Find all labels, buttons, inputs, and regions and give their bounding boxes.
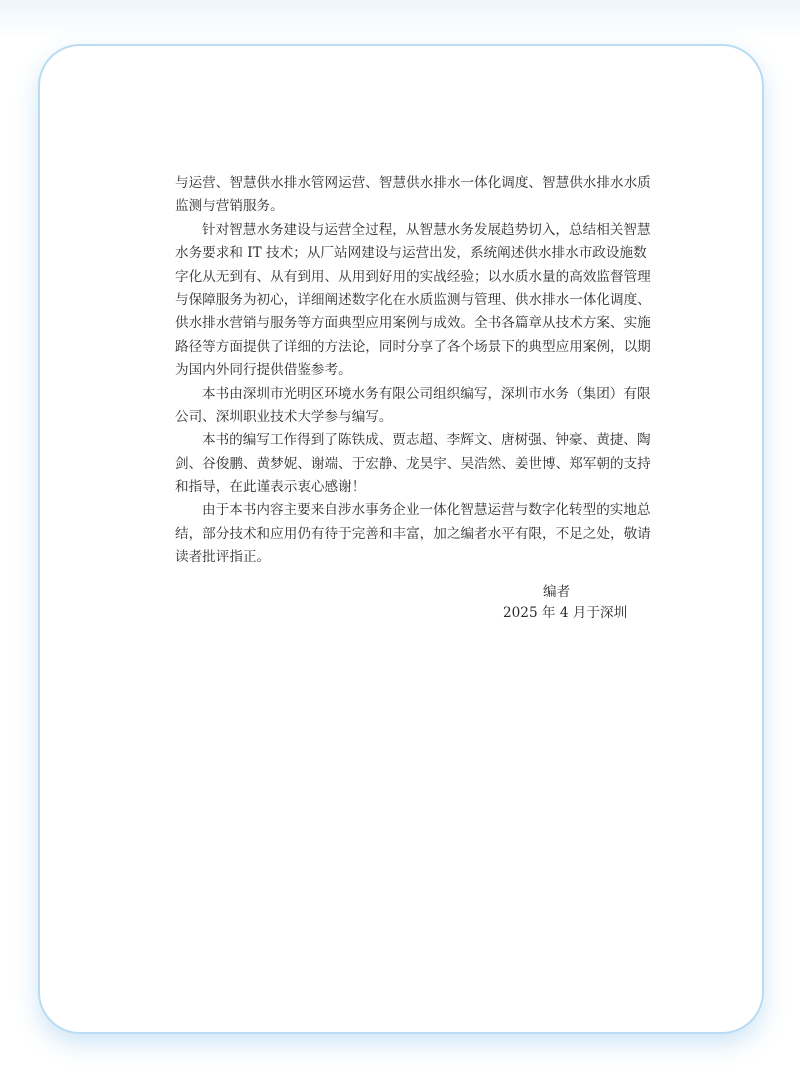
- paragraph-line: 剑、谷俊鹏、黄梦妮、谢端、于宏静、龙昊宇、吴浩然、姜世博、郑军朝的支持: [175, 455, 651, 472]
- paragraph: [175, 429, 651, 499]
- paragraph: [175, 383, 651, 430]
- paragraph-line: 和指导，在此谨表示衷心感谢！: [175, 479, 366, 496]
- preface-body: [175, 172, 651, 570]
- paragraph-line: 与保障服务为初心，详细阐述数字化在水质监测与管理、供水排水一体化调度、: [175, 291, 651, 308]
- paragraph-line: 供水排水营销与服务等方面典型应用案例与成效。全书各篇章从技术方案、实施: [175, 315, 651, 332]
- paragraph-line: 路径等方面提供了详细的方法论，同时分享了各个场景下的典型应用案例，以期: [175, 338, 651, 355]
- paragraph-line: 针对智慧水务建设与运营全过程，从智慧水务发展趋势切入，总结相关智慧: [202, 221, 651, 238]
- signature-author: 编者: [543, 584, 571, 600]
- paragraph-line: 本书由深圳市光明区环境水务有限公司组织编写，深圳市水务（集团）有限: [202, 385, 651, 402]
- paragraph-line: 读者批评指正。: [175, 549, 271, 566]
- paragraph: [175, 499, 651, 569]
- paragraph-line: 为国内外同行提供借鉴参考。: [175, 362, 352, 379]
- paragraph-line: 水务要求和 IT 技术；从厂站网建设与运营出发，系统阐述供水排水市政设施数: [175, 245, 647, 262]
- paragraph-line: 结，部分技术和应用仍有待于完善和丰富，加之编者水平有限，不足之处，敬请: [175, 525, 651, 542]
- top-glow: [0, 0, 800, 40]
- paragraph-line: 本书的编写工作得到了陈铁成、贾志超、李辉文、唐树强、钟豪、黄捷、陶: [202, 432, 651, 449]
- paragraph: [175, 172, 651, 219]
- paragraph-line: 监测与营销服务。: [175, 198, 284, 215]
- paragraph: [175, 219, 651, 383]
- paragraph-line: 公司、深圳职业技术大学参与编写。: [175, 408, 393, 425]
- paragraph-line: 字化从无到有、从有到用、从用到好用的实战经验；以水质水量的高效监督管理: [175, 268, 651, 285]
- signature-date: 2025 年 4 月于深圳: [503, 605, 628, 621]
- paragraph-line: 由于本书内容主要来自涉水事务企业一体化智慧运营与数字化转型的实地总: [202, 502, 651, 519]
- paragraph-line: 与运营、智慧供水排水管网运营、智慧供水排水一体化调度、智慧供水排水水质: [175, 175, 651, 191]
